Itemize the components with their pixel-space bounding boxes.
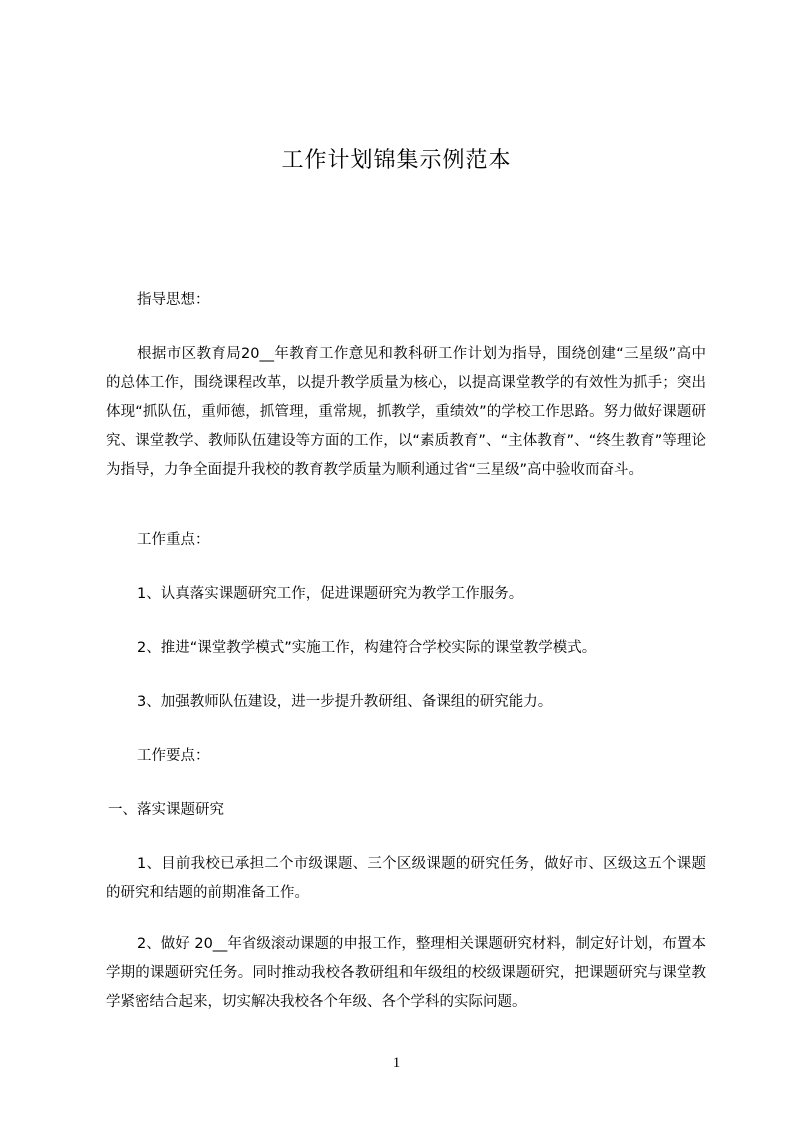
guiding-paragraph: 根据市区教育局20__年教育工作意见和教科研工作计划为指导，围绕创建“三星级”高中的总体工作，围绕课程改革，以提升教学质量为核心，以提高课堂教学的有效性为抓手；突出体现“抓队伍，重师德，抓管理，重常规，抓教学，重绩效”的学校工作思路。努力做好课题研究、课堂教学、教师队伍建设等方面的工作，以“素质教育”、“主体教育”、“终生教育”等理论为指导，力争全面提升我校的教育教学质量为顺利通过省“三星级”高中验收而奋斗。: [106, 346, 706, 478]
section1-item-1-block: [106, 850, 706, 908]
focus-heading-block: [106, 526, 706, 555]
guiding-heading: 指导思想：: [137, 292, 210, 308]
section1-heading-block: [106, 796, 706, 825]
focus-item: 1、认真落实课题研究工作，促进课题研究为教学工作服务。: [137, 586, 524, 602]
page-number: 1: [392, 1055, 401, 1071]
guiding-paragraph-block: [106, 340, 706, 485]
points-heading-block: [106, 742, 706, 771]
focus-item: 3、加强教师队伍建设，进一步提升教研组、备课组的研究能力。: [137, 694, 553, 710]
section1-item: 1、目前我校已承担二个市级课题、三个区级课题的研究任务，做好市、区级这五个课题的研究和结题的前期准备工作。: [106, 856, 706, 901]
points-heading: 工作要点：: [137, 748, 210, 764]
document-title: 工作计划锦集示例范本: [281, 148, 512, 173]
focus-heading: 工作重点：: [137, 532, 210, 548]
guiding-heading-block: [106, 286, 706, 315]
section1-item-2-block: [106, 930, 706, 1017]
focus-item-3-block: [106, 688, 706, 717]
focus-item-1-block: [106, 580, 706, 609]
section1-heading: 一、落实课题研究: [108, 802, 224, 818]
focus-item-2-block: [106, 634, 706, 663]
section1-item: 2、做好 20__年省级滚动课题的申报工作，整理相关课题研究材料，制定好计划，布置本学期的课题研究任务。同时推动我校各教研组和年级组的校级课题研究，把课题研究与课堂教学紧密结合起来，切实解决我校各个年级、各个学科的实际问题。: [106, 936, 706, 1010]
focus-item: 2、推进“课堂教学模式”实施工作，构建符合学校实际的课堂教学模式。: [137, 640, 597, 656]
